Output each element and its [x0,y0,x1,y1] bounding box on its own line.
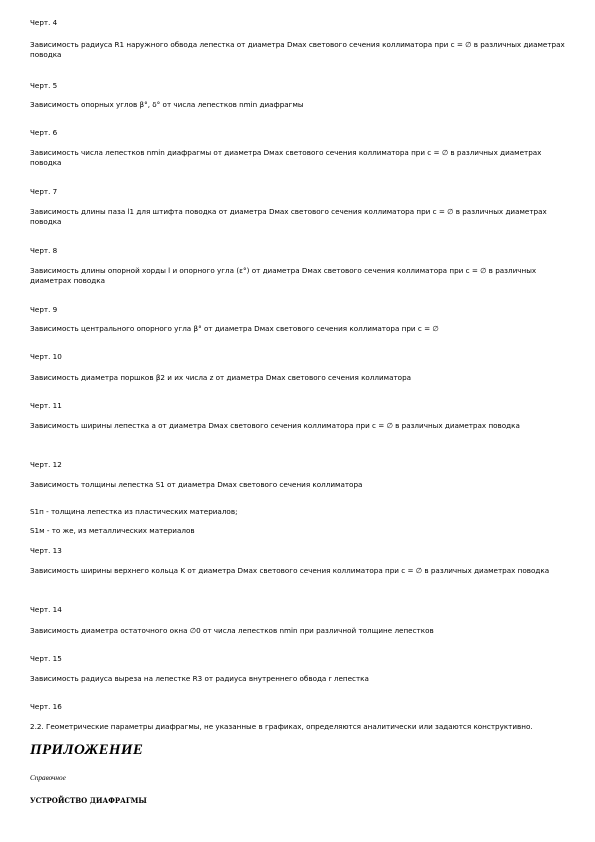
figure-description: Зависимость радиуса R1 наружного обвода лепестка от диаметра Dмах светового сечения коллиматора при c = ∅ в различных диаметрах поводка [30,40,565,59]
figure-description: Зависимость диаметра остаточного окна ∅0 от числа лепестков nmin при различной толщине лепестков [30,626,434,635]
figure-caption: Черт. 10 [30,352,62,361]
figure-description: Зависимость ширины лепестка a от диаметра Dмах светового сечения коллиматора при c = ∅ в различных диаметрах поводка [30,421,520,430]
figure-description: Зависимость опорных углов β°, δ° от числа лепестков nmin диафрагмы [30,100,304,109]
figure-description: Зависимость длины опорной хорды l и опорного угла (ε°) от диаметра Dмах светового сечения коллиматора при c = ∅ в различных диаметрах поводка [30,266,537,285]
note-line: S1м - то же, из металлических материалов [30,526,195,535]
figure-caption: Черт. 6 [30,128,58,137]
figure-caption: Черт. 12 [30,460,62,469]
figure-description: Зависимость длины паза l1 для штифта поводка от диаметра Dмах светового сечения коллиматора при c = ∅ в различных диаметрах поводка [30,207,547,226]
figure-description: Зависимость ширины верхнего кольца K от диаметра Dмах светового сечения коллиматора при c = ∅ в различных диаметрах поводка [30,566,550,575]
figure-caption: Черт. 14 [30,605,62,614]
appendix-title: ПРИЛОЖЕНИЕ [30,742,144,758]
figure-description: Зависимость числа лепестков nmin диафрагмы от диаметра Dмах светового сечения коллиматора при c = ∅ в различных диаметрах поводка [30,148,542,167]
figure-description: Зависимость толщины лепестка S1 от диаметра Dмах светового сечения коллиматора [30,480,363,489]
figure-description: Зависимость диаметра поршков β2 и их числа z от диаметра Dмах светового сечения коллиматора [30,373,412,382]
figure-description: Зависимость центрального опорного угла β° от диаметра Dмах светового сечения коллиматора при c = ∅ [30,324,439,333]
figure-caption: Черт. 8 [30,246,58,255]
figure-caption: Черт. 15 [30,654,62,663]
figure-caption: Черт. 4 [30,18,58,27]
figure-caption: Черт. 9 [30,305,58,314]
figure-caption: Черт. 7 [30,187,58,196]
body-paragraph: 2.2. Геометрические параметры диафрагмы, не указанные в графиках, определяются аналитически или задаются конструктивно. [30,722,533,731]
figure-caption: Черт. 11 [30,401,62,410]
figure-caption: Черт. 16 [30,702,62,711]
appendix-heading: УСТРОЙСТВО ДИАФРАГМЫ [30,796,147,805]
figure-caption: Черт. 5 [30,81,58,90]
appendix-subtitle: Справочное [30,774,66,782]
note-line: S1п - толщина лепестка из пластических материалов; [30,507,238,516]
figure-caption: Черт. 13 [30,546,62,555]
figure-description: Зависимость радиуса выреза на лепестке R3 от радиуса внутреннего обвода r лепестка [30,674,369,683]
